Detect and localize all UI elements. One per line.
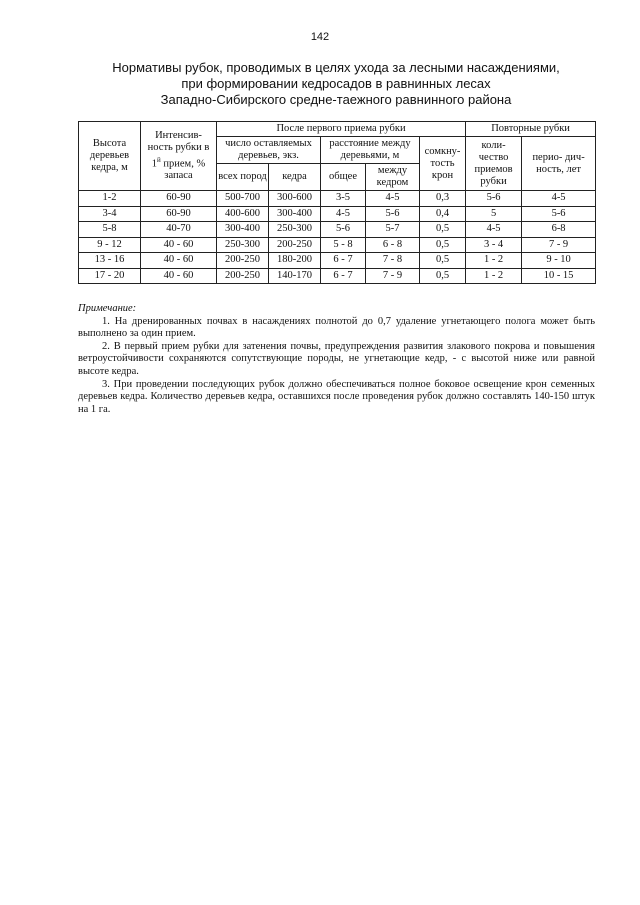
- table-cell: 5-7: [366, 222, 420, 238]
- table-row: [79, 206, 596, 222]
- header-general-distance: общее: [321, 164, 366, 191]
- table-cell: 10 - 15: [522, 268, 596, 284]
- title-line-2: при формировании кедросадов в равнинных лесах: [181, 76, 491, 91]
- header-crown-closure: сомкну- тость крон: [420, 137, 466, 191]
- header-repeated-cuts: Повторные рубки: [466, 122, 596, 137]
- table-cell: 500-700: [217, 191, 269, 207]
- table-cell: 0,3: [420, 191, 466, 207]
- table-cell: 6 - 7: [321, 268, 366, 284]
- table-cell: 3-4: [79, 206, 141, 222]
- table-cell: 0,5: [420, 253, 466, 269]
- document-title: [78, 60, 594, 108]
- note-item-1: 1. На дренированных почвах в насаждениях полнотой до 0,7 удаление угнетающего полога может быть выполнено за один прием.: [78, 315, 595, 340]
- table-cell: 300-400: [269, 206, 321, 222]
- table-cell: 40-70: [141, 222, 217, 238]
- table-cell: 3 - 4: [466, 237, 522, 253]
- table-cell: 300-600: [269, 191, 321, 207]
- table-cell: 0,4: [420, 206, 466, 222]
- table-cell: 6 - 7: [321, 253, 366, 269]
- header-after-first-cut: После первого приема рубки: [217, 122, 466, 137]
- table-cell: 200-250: [269, 237, 321, 253]
- table-cell: 9 - 12: [79, 237, 141, 253]
- table-cell: 5-6: [522, 206, 596, 222]
- table-cell: 9 - 10: [522, 253, 596, 269]
- table-cell: 5-6: [466, 191, 522, 207]
- header-between-cedar: между кедром: [366, 164, 420, 191]
- table-cell: 40 - 60: [141, 253, 217, 269]
- table-cell: 200-250: [217, 268, 269, 284]
- norms-table: [78, 121, 596, 284]
- header-distance: расстояние между деревьями, м: [321, 137, 420, 164]
- table-cell: 4-5: [522, 191, 596, 207]
- table-cell: 180-200: [269, 253, 321, 269]
- table-row: [79, 268, 596, 284]
- table-cell: 3-5: [321, 191, 366, 207]
- table-cell: 4-5: [466, 222, 522, 238]
- header-repeat-count: коли- чество приемов рубки: [466, 137, 522, 191]
- note-section: [78, 303, 595, 416]
- table-cell: 5-8: [79, 222, 141, 238]
- header-height: Высота деревьев кедра, м: [79, 122, 141, 191]
- note-item-3: 3. При проведении последующих рубок должно обеспечиваться полное боковое освещение крон семенных деревьев кедра. Количество деревьев кедра, оставшихся после проведения рубок должно составлять 140-150 штук на 1 га.: [78, 378, 595, 415]
- header-count-left: число оставляемых деревьев, экз.: [217, 137, 321, 164]
- header-cedar: кедра: [269, 164, 321, 191]
- table-cell: 6 - 8: [366, 237, 420, 253]
- table-cell: 7 - 9: [366, 268, 420, 284]
- table-cell: 40 - 60: [141, 237, 217, 253]
- table-cell: 7 - 8: [366, 253, 420, 269]
- table-cell: 250-300: [269, 222, 321, 238]
- table-cell: 60-90: [141, 191, 217, 207]
- table-cell: 5: [466, 206, 522, 222]
- table-cell: 13 - 16: [79, 253, 141, 269]
- table-cell: 4-5: [321, 206, 366, 222]
- table-row: [79, 237, 596, 253]
- table-cell: 1 - 2: [466, 268, 522, 284]
- header-intensity: [141, 122, 217, 191]
- table-cell: 1 - 2: [466, 253, 522, 269]
- table-cell: 400-600: [217, 206, 269, 222]
- header-intensity-superscript: й: [157, 155, 161, 164]
- table-cell: 5 - 8: [321, 237, 366, 253]
- table-row: [79, 253, 596, 269]
- table-row: [79, 222, 596, 238]
- header-intensity-text: Интенсив- ность рубки в 1: [147, 129, 210, 170]
- table-cell: 40 - 60: [141, 268, 217, 284]
- table-cell: 140-170: [269, 268, 321, 284]
- table-cell: 4-5: [366, 191, 420, 207]
- table-cell: 60-90: [141, 206, 217, 222]
- header-intensity-text-end: прием, % запаса: [160, 158, 206, 182]
- title-line-1: Нормативы рубок, проводимых в целях ухода за лесными насаждениями,: [112, 60, 560, 75]
- table-cell: 6-8: [522, 222, 596, 238]
- table-row: [79, 191, 596, 207]
- table-cell: 7 - 9: [522, 237, 596, 253]
- table-cell: 250-300: [217, 237, 269, 253]
- table-cell: 17 - 20: [79, 268, 141, 284]
- header-all-species: всех пород: [217, 164, 269, 191]
- table-cell: 5-6: [321, 222, 366, 238]
- table-cell: 0,5: [420, 237, 466, 253]
- table-cell: 5-6: [366, 206, 420, 222]
- note-item-2: 2. В первый прием рубки для затенения почвы, предупреждения развития злакового покрова и повышения ветроустойчивости сохраняются сопутствующие породы, не угнетающие кедр, - с высотой ниже или равной высоте кедра.: [78, 340, 595, 377]
- page-number: 142: [310, 31, 330, 43]
- table-cell: 200-250: [217, 253, 269, 269]
- table-cell: 0,5: [420, 268, 466, 284]
- table-cell: 1-2: [79, 191, 141, 207]
- table-cell: 0,5: [420, 222, 466, 238]
- table-cell: 300-400: [217, 222, 269, 238]
- header-periodicity: перио- дич- ность, лет: [522, 137, 596, 191]
- title-line-3: Западно-Сибирского средне-таежного равнинного района: [160, 92, 512, 107]
- note-label: Примечание:: [78, 303, 137, 314]
